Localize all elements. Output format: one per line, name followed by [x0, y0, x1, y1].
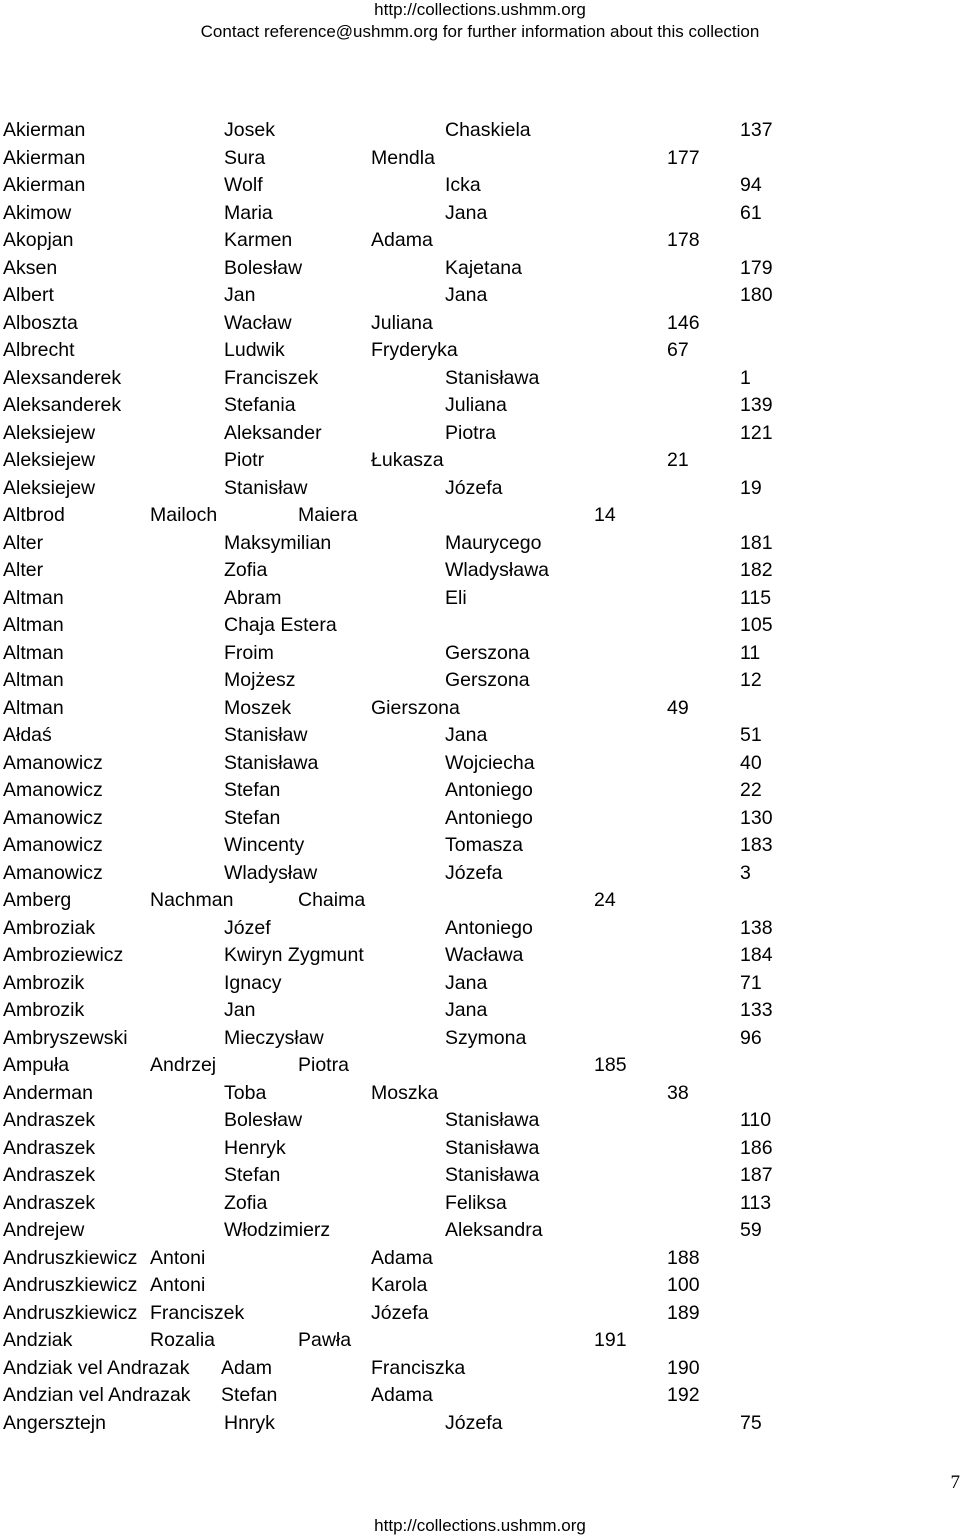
surname: Ambrozik [3, 999, 85, 1021]
surname: Akopjan [3, 229, 74, 251]
record-number: 3 [740, 861, 751, 884]
record-number: 67 [667, 339, 689, 361]
given-name: Ludwik [224, 339, 285, 361]
surname: Ambryszewski [3, 1026, 128, 1049]
given-name: Piotr [224, 449, 265, 471]
list-row [0, 639, 960, 667]
given-name: Zofia [224, 1191, 268, 1214]
list-row [0, 199, 960, 227]
list-row [0, 1079, 960, 1107]
father-name: Jana [445, 724, 488, 746]
given-name: Antoni [150, 1274, 206, 1296]
footer-url[interactable]: http://collections.ushmm.org [374, 1516, 586, 1535]
surname: Amanowicz [3, 806, 103, 829]
record-number: 11 [740, 641, 761, 664]
record-number: 115 [740, 586, 772, 609]
surname: Ampuła [3, 1054, 70, 1076]
surname: Andraszek [3, 1136, 96, 1159]
surname: Ambroziak [3, 916, 96, 939]
surname: Altman [3, 614, 64, 636]
record-number: 184 [740, 944, 773, 966]
list-row [0, 254, 960, 282]
father-name: Icka [445, 174, 481, 196]
surname: Akierman [3, 146, 86, 169]
father-name: Antoniego [445, 916, 533, 939]
list-row [0, 336, 960, 364]
father-name: Pawła [298, 1329, 352, 1351]
surname: Altman [3, 669, 64, 691]
list-row [0, 941, 960, 969]
record-number: 146 [667, 311, 700, 334]
surname: Amanowicz [3, 834, 103, 856]
given-name: Stanisława [224, 751, 319, 774]
father-name: Gierszona [371, 696, 460, 719]
given-name: Bolesław [224, 1109, 303, 1131]
record-number: 180 [740, 284, 773, 306]
record-number: 121 [740, 421, 773, 444]
father-name: Stanisława [445, 366, 540, 389]
given-name: Sura [224, 146, 266, 169]
given-name: Josek [224, 119, 275, 141]
list-row [0, 1216, 960, 1244]
father-name: Maiera [298, 504, 358, 526]
record-number: 138 [740, 916, 773, 939]
given-name: Bolesław [224, 256, 303, 279]
list-row [0, 1189, 960, 1217]
father-name: Antoniego [445, 806, 533, 829]
father-name: Stanisława [445, 1164, 540, 1186]
surname: Ambroziewicz [3, 944, 124, 966]
list-row [0, 391, 960, 419]
father-name: Józefa [445, 476, 503, 499]
given-name: Karmen [224, 229, 293, 251]
list-row [0, 1134, 960, 1162]
list-row [0, 1161, 960, 1189]
given-name: Henryk [224, 1136, 286, 1159]
father-name: Stanisława [445, 1136, 540, 1159]
list-row [0, 171, 960, 199]
given-name: Antoni [150, 1246, 206, 1269]
surname: Amanowicz [3, 779, 103, 801]
given-name: Hnryk [224, 1411, 275, 1434]
father-name: Juliana [371, 311, 433, 334]
surname: Aksen [3, 256, 58, 279]
given-name: Ignacy [224, 971, 282, 994]
record-number: 139 [740, 394, 773, 416]
given-name: Mojżesz [224, 669, 296, 691]
surname: Amanowicz [3, 861, 103, 884]
record-number: 24 [594, 889, 616, 911]
surname: Ałdaś [3, 724, 52, 746]
record-number: 179 [740, 256, 773, 279]
given-name: Moszek [224, 696, 292, 719]
father-name: Józefa [445, 861, 503, 884]
given-name: Kwiryn Zygmunt [224, 944, 364, 966]
father-name: Jana [445, 999, 488, 1021]
record-number: 21 [667, 449, 689, 471]
list-row [0, 1051, 960, 1079]
list-row [0, 144, 960, 172]
given-name: Aleksander [224, 421, 322, 444]
page-number: 7 [950, 1472, 960, 1493]
given-name: Mieczysław [224, 1026, 324, 1049]
surname: Andraszek [3, 1191, 96, 1214]
father-name: Mendla [371, 146, 435, 169]
surname: Angersztejn [3, 1411, 106, 1434]
record-number: 49 [667, 696, 689, 719]
header-url[interactable]: http://collections.ushmm.org [374, 0, 586, 19]
list-row [0, 1271, 960, 1299]
record-number: 192 [667, 1384, 700, 1406]
given-name: Zofia [224, 559, 268, 581]
record-number: 137 [740, 119, 773, 141]
surname: Albrecht [3, 339, 75, 361]
surname: Amberg [3, 889, 72, 911]
father-name: Maurycego [445, 531, 542, 554]
father-name: Chaskiela [445, 119, 531, 141]
given-name: Stanisław [224, 724, 308, 746]
list-row [0, 666, 960, 694]
father-name: Fryderyka [371, 339, 458, 361]
list-row [0, 501, 960, 529]
surname: Altbrod [3, 504, 65, 526]
given-name: Adam [221, 1356, 272, 1379]
list-row [0, 1326, 960, 1354]
surname: Albert [3, 284, 54, 306]
given-name: Wacław [224, 311, 292, 334]
list-row [0, 804, 960, 832]
father-name: Eli [445, 586, 467, 609]
header-contact-note: Contact reference@ushmm.org for further information about this collection [200, 22, 760, 41]
surname: Akierman [3, 119, 86, 141]
surname: Anderman [3, 1081, 93, 1104]
father-name: Kajetana [445, 256, 522, 279]
record-number: 130 [740, 806, 773, 829]
record-number: 187 [740, 1164, 773, 1186]
given-name: Franciszek [150, 1301, 245, 1324]
record-number: 191 [594, 1329, 627, 1351]
surname: Alter [3, 559, 44, 581]
record-number: 94 [740, 174, 762, 196]
father-name: Piotra [445, 421, 496, 444]
given-name: Stefan [224, 806, 281, 829]
given-name: Jan [224, 284, 256, 306]
list-row [0, 1024, 960, 1052]
record-number: 22 [740, 779, 762, 801]
father-name: Stanisława [445, 1109, 540, 1131]
father-name: Józefa [371, 1301, 429, 1324]
father-name: Jana [445, 284, 488, 306]
given-name: Toba [224, 1081, 267, 1104]
record-number: 190 [667, 1356, 700, 1379]
given-name: Nachman [150, 889, 234, 911]
record-number: 133 [740, 999, 773, 1021]
surname: Aleksanderek [3, 394, 122, 416]
father-name: Łukasza [371, 449, 444, 471]
given-name: Rozalia [150, 1329, 216, 1351]
father-name: Karola [371, 1274, 428, 1296]
list-row [0, 1299, 960, 1327]
record-number: 185 [594, 1054, 627, 1076]
father-name: Szymona [445, 1026, 527, 1049]
father-name: Wladysława [445, 559, 550, 581]
given-name: Wladysław [224, 861, 318, 884]
father-name: Feliksa [445, 1191, 507, 1214]
list-row [0, 364, 960, 392]
record-number: 51 [740, 724, 762, 746]
list-row [0, 226, 960, 254]
list-row [0, 721, 960, 749]
list-row [0, 1381, 960, 1409]
father-name: Piotra [298, 1054, 349, 1076]
record-number: 181 [740, 531, 773, 554]
record-number: 96 [740, 1026, 762, 1049]
record-number: 59 [740, 1219, 762, 1241]
surname: Aleksiejew [3, 476, 96, 499]
record-number: 182 [740, 559, 773, 581]
record-number: 75 [740, 1411, 762, 1434]
record-number: 71 [740, 971, 762, 994]
given-name: Froim [224, 641, 274, 664]
list-row [0, 694, 960, 722]
list-row [0, 446, 960, 474]
surname: Akierman [3, 174, 86, 196]
surname: Aleksiejew [3, 449, 96, 471]
list-row [0, 859, 960, 887]
given-name: Stefania [224, 394, 296, 416]
surname: Akimow [3, 201, 72, 224]
father-name: Gerszona [445, 641, 530, 664]
surname: Altman [3, 641, 64, 664]
record-number: 189 [667, 1301, 700, 1324]
list-row [0, 776, 960, 804]
given-name: Józef [224, 916, 271, 939]
record-number: 1 [740, 366, 751, 389]
record-number: 38 [667, 1081, 689, 1104]
list-row [0, 914, 960, 942]
list-row [0, 749, 960, 777]
given-name: Maria [224, 201, 273, 224]
surname: Andraszek [3, 1164, 96, 1186]
surname: Andraszek [3, 1109, 96, 1131]
list-row [0, 1354, 960, 1382]
surname: Alter [3, 531, 44, 554]
father-name: Adama [371, 229, 433, 251]
father-name: Moszka [371, 1081, 439, 1104]
list-row [0, 886, 960, 914]
given-name: Stefan [221, 1384, 278, 1406]
record-number: 113 [740, 1191, 772, 1214]
father-name: Jana [445, 971, 488, 994]
father-name: Józefa [445, 1411, 503, 1434]
names-list [0, 116, 960, 1436]
given-name: Stefan [224, 1164, 281, 1186]
record-number: 100 [667, 1274, 700, 1296]
father-name: Juliana [445, 394, 507, 416]
list-row [0, 584, 960, 612]
list-row [0, 969, 960, 997]
surname: Altman [3, 696, 64, 719]
surname: Alboszta [3, 311, 78, 334]
given-name: Chaja Estera [224, 614, 337, 636]
given-name: Stefan [224, 779, 281, 801]
list-row [0, 116, 960, 144]
given-name: Wincenty [224, 834, 305, 856]
record-number: 183 [740, 834, 773, 856]
record-number: 178 [667, 229, 700, 251]
record-number: 186 [740, 1136, 773, 1159]
record-number: 105 [740, 614, 773, 636]
record-number: 110 [740, 1109, 772, 1131]
list-row [0, 281, 960, 309]
list-row [0, 309, 960, 337]
list-row [0, 474, 960, 502]
list-row [0, 611, 960, 639]
list-row [0, 831, 960, 859]
given-name: Wolf [224, 174, 263, 196]
list-row [0, 1106, 960, 1134]
given-name: Włodzimierz [224, 1219, 331, 1241]
surname: Alexsanderek [3, 366, 122, 389]
father-name: Wacława [445, 944, 524, 966]
father-name: Antoniego [445, 779, 533, 801]
surname: Andruszkiewicz [3, 1274, 138, 1296]
father-name: Tomasza [445, 834, 524, 856]
record-number: 19 [740, 476, 762, 499]
surname: Amanowicz [3, 751, 103, 774]
father-name: Adama [371, 1246, 433, 1269]
list-row [0, 1244, 960, 1272]
record-number: 177 [667, 146, 700, 169]
father-name: Wojciecha [445, 751, 535, 774]
surname: Ambrozik [3, 971, 85, 994]
list-row [0, 996, 960, 1024]
record-number: 12 [740, 669, 762, 691]
record-number: 14 [594, 504, 616, 526]
surname: Altman [3, 586, 64, 609]
surname: Aleksiejew [3, 421, 96, 444]
father-name: Adama [371, 1384, 433, 1406]
given-name: Andrzej [150, 1054, 217, 1076]
father-name: Gerszona [445, 669, 530, 691]
father-name: Franciszka [371, 1356, 466, 1379]
father-name: Chaima [298, 889, 366, 911]
surname: Andruszkiewicz [3, 1246, 138, 1269]
list-row [0, 556, 960, 584]
record-number: 61 [740, 201, 762, 224]
given-name: Maksymilian [224, 531, 332, 554]
given-name: Mailoch [150, 504, 218, 526]
surname: Andruszkiewicz [3, 1301, 138, 1324]
given-name: Abram [224, 586, 282, 609]
given-name: Jan [224, 999, 256, 1021]
list-row [0, 1409, 960, 1437]
record-number: 188 [667, 1246, 700, 1269]
surname: Andrejew [3, 1219, 85, 1241]
list-row [0, 419, 960, 447]
record-number: 40 [740, 751, 762, 774]
father-name: Aleksandra [445, 1219, 543, 1241]
surname: Andziak [3, 1329, 73, 1351]
list-row [0, 529, 960, 557]
surname: Andziak vel Andrazak [3, 1356, 190, 1379]
given-name: Stanisław [224, 476, 308, 499]
father-name: Jana [445, 201, 488, 224]
given-name: Franciszek [224, 366, 319, 389]
surname: Andzian vel Andrazak [3, 1384, 191, 1406]
